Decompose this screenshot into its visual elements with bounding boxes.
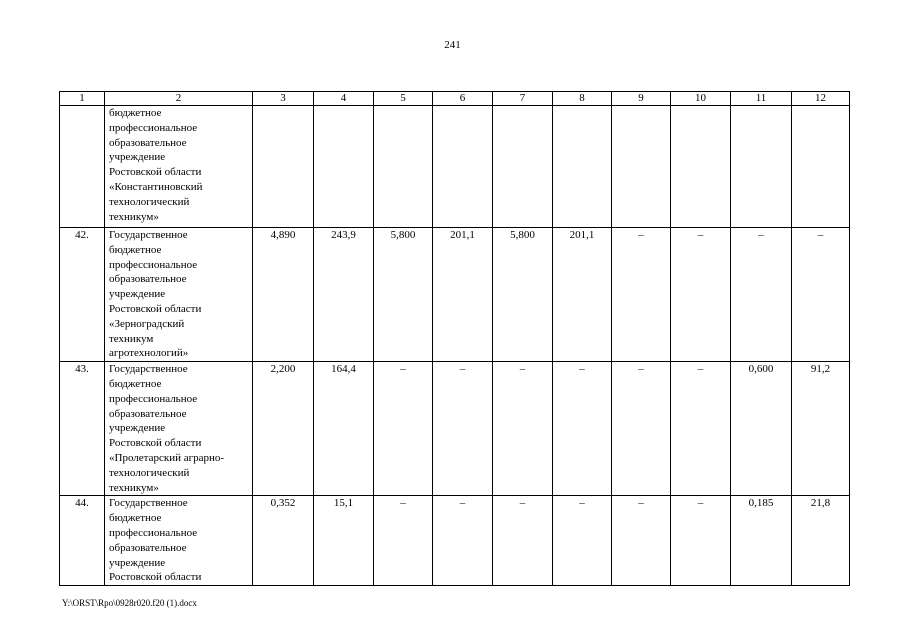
value-cell: – xyxy=(612,228,671,362)
value-cell xyxy=(731,106,792,228)
value-cell: 0,185 xyxy=(731,496,792,586)
column-number-cell: 10 xyxy=(671,92,731,106)
institution-name-cell: бюджетное профессиональное образовательное учреждение Ростовской области «Константиновский технологический техникум» xyxy=(105,106,253,228)
institution-name-cell: Государственное бюджетное профессиональное образовательное учреждение Ростовской области «Зерноградский техникум агротехнологий» xyxy=(105,228,253,362)
value-cell: – xyxy=(553,496,612,586)
column-number-cell: 5 xyxy=(374,92,433,106)
value-cell: – xyxy=(493,496,553,586)
column-number-cell: 4 xyxy=(314,92,374,106)
value-cell xyxy=(314,106,374,228)
value-cell: – xyxy=(553,362,612,496)
value-cell: – xyxy=(671,228,731,362)
value-cell: 164,4 xyxy=(314,362,374,496)
column-number-cell: 2 xyxy=(105,92,253,106)
value-cell: 2,200 xyxy=(253,362,314,496)
row-number-cell: 42. xyxy=(60,228,105,362)
value-cell: 5,800 xyxy=(374,228,433,362)
value-cell: – xyxy=(433,362,493,496)
value-cell: – xyxy=(612,362,671,496)
column-number-cell: 12 xyxy=(792,92,850,106)
column-number-cell: 6 xyxy=(433,92,493,106)
table-row xyxy=(60,362,850,496)
value-cell xyxy=(553,106,612,228)
value-cell: – xyxy=(671,362,731,496)
value-cell: – xyxy=(374,496,433,586)
value-cell: 243,9 xyxy=(314,228,374,362)
row-number-cell xyxy=(60,106,105,228)
value-cell: 91,2 xyxy=(792,362,850,496)
footer-file-path: Y:\ORST\Rpo\0928r020.f20 (1).docx xyxy=(62,598,197,608)
column-number-cell: 8 xyxy=(553,92,612,106)
value-cell: – xyxy=(433,496,493,586)
column-number-cell: 9 xyxy=(612,92,671,106)
value-cell: 21,8 xyxy=(792,496,850,586)
value-cell: 4,890 xyxy=(253,228,314,362)
column-number-row xyxy=(60,92,850,106)
value-cell xyxy=(253,106,314,228)
value-cell: 201,1 xyxy=(553,228,612,362)
row-number-cell: 44. xyxy=(60,496,105,586)
value-cell xyxy=(433,106,493,228)
value-cell: – xyxy=(374,362,433,496)
value-cell xyxy=(671,106,731,228)
value-cell: – xyxy=(612,496,671,586)
value-cell: 0,352 xyxy=(253,496,314,586)
page-number: 241 xyxy=(444,39,461,51)
column-number-cell: 11 xyxy=(731,92,792,106)
value-cell: – xyxy=(731,228,792,362)
table-row xyxy=(60,228,850,362)
value-cell xyxy=(792,106,850,228)
value-cell: – xyxy=(671,496,731,586)
value-cell: – xyxy=(493,362,553,496)
institution-name-cell: Государственное бюджетное профессиональное образовательное учреждение Ростовской области xyxy=(105,496,253,586)
value-cell xyxy=(374,106,433,228)
row-number-cell: 43. xyxy=(60,362,105,496)
value-cell: – xyxy=(792,228,850,362)
value-cell: 5,800 xyxy=(493,228,553,362)
column-number-cell: 1 xyxy=(60,92,105,106)
table-row xyxy=(60,496,850,586)
value-cell xyxy=(612,106,671,228)
value-cell: 15,1 xyxy=(314,496,374,586)
value-cell: 201,1 xyxy=(433,228,493,362)
table-row xyxy=(60,106,850,228)
institution-name-cell: Государственное бюджетное профессиональное образовательное учреждение Ростовской области «Пролетарский аграрно- технологический техникум» xyxy=(105,362,253,496)
value-cell xyxy=(493,106,553,228)
column-number-cell: 7 xyxy=(493,92,553,106)
column-number-cell: 3 xyxy=(253,92,314,106)
value-cell: 0,600 xyxy=(731,362,792,496)
budget-table xyxy=(59,91,850,586)
